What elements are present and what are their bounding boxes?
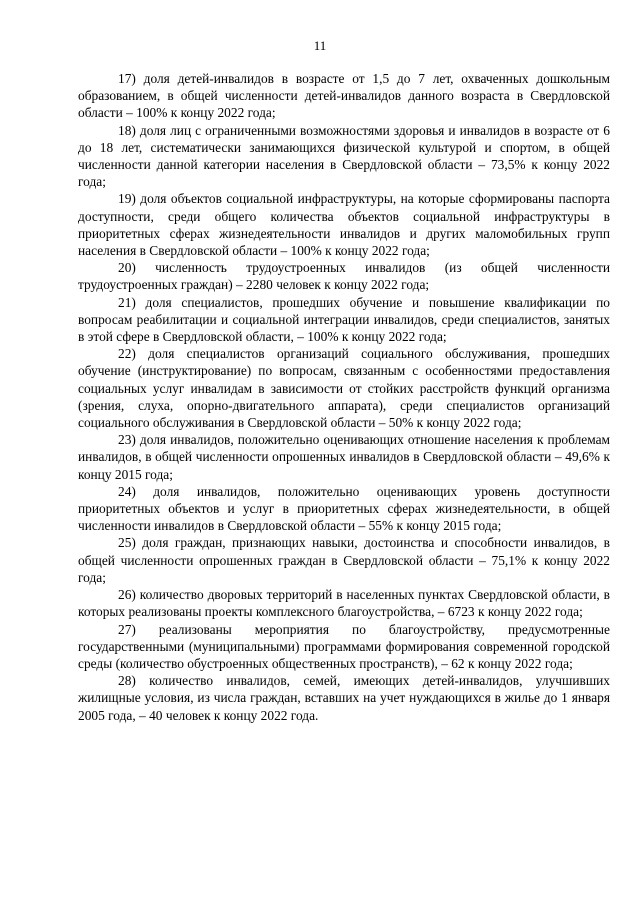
paragraph-28: 28) количество инвалидов, семей, имеющих детей-инвалидов, улучшивших жилищные условия, из числа граждан, вставших на учет нуждающихся в жилье до 1 января 2005 года, – 40 человек к концу 2022 года.	[78, 673, 610, 723]
page-number: 11	[313, 38, 327, 53]
paragraph-22: 22) доля специалистов организаций социального обслуживания, прошедших обучение (инструктирование) по вопросам, связанным с особенностями предоставления социальных услуг инвалидам в зависимости от стойких расстройств функций организма (зрения, слуха, опорно-двигательного аппарата), среди специалистов организаций социального обслуживания в Свердловской области – 50% к концу 2022 года;	[78, 346, 610, 431]
document-body	[78, 70, 610, 724]
paragraph-24: 24) доля инвалидов, положительно оценивающих уровень доступности приоритетных объектов и услуг в приоритетных сферах жизнедеятельности, в общей численности инвалидов в Свердловской области – 55% к концу 2015 года;	[78, 483, 610, 534]
paragraph-27: 27) реализованы мероприятия по благоустройству, предусмотренные государственными (муниципальными) программами формирования современной городской среды (количество обустроенных общественных пространств), – 62 к концу 2022 года;	[78, 621, 610, 671]
paragraph-20: 20) численность трудоустроенных инвалидов (из общей численности трудоустроенных граждан) – 2280 человек к концу 2022 года;	[78, 260, 610, 293]
paragraph-19: 19) доля объектов социальной инфраструктуры, на которые сформированы паспорта доступности, среди общего количества объектов социальной инфраструктуры в приоритетных сферах жизнедеятельности инвалидов и других маломобильных групп населения в Свердловской области – 100% к концу 2022 года;	[78, 191, 610, 259]
paragraph-23: 23) доля инвалидов, положительно оценивающих отношение населения к проблемам инвалидов, в общей численности опрошенных инвалидов в Свердловской области – 49,6% к концу 2015 года;	[78, 432, 610, 482]
paragraph-18: 18) доля лиц с ограниченными возможностями здоровья и инвалидов в возрасте от 6 до 18 лет, систематически занимающихся физической культурой и спортом, в общей численности данной категории населения в Свердловской области – 73,5% к концу 2022 года;	[78, 122, 610, 190]
paragraph-26: 26) количество дворовых территорий в населенных пунктах Свердловской области, в которых реализованы проекты комплексного благоустройства, – 6723 к концу 2022 года;	[78, 587, 610, 620]
paragraph-25: 25) доля граждан, признающих навыки, достоинства и способности инвалидов, в общей численности опрошенных граждан в Свердловской области – 75,1% к концу 2022 года;	[78, 535, 610, 585]
paragraph-17: 17) доля детей-инвалидов в возрасте от 1,5 до 7 лет, охваченных дошкольным образованием, в общей численности детей-инвалидов данного возраста в Свердловской области – 100% к концу 2022 года;	[78, 71, 610, 121]
paragraph-21: 21) доля специалистов, прошедших обучение и повышение квалификации по вопросам реабилитации и социальной интеграции инвалидов, среди специалистов, занятых в этой сфере в Свердловской области, – 100% к концу 2022 года;	[78, 294, 610, 345]
